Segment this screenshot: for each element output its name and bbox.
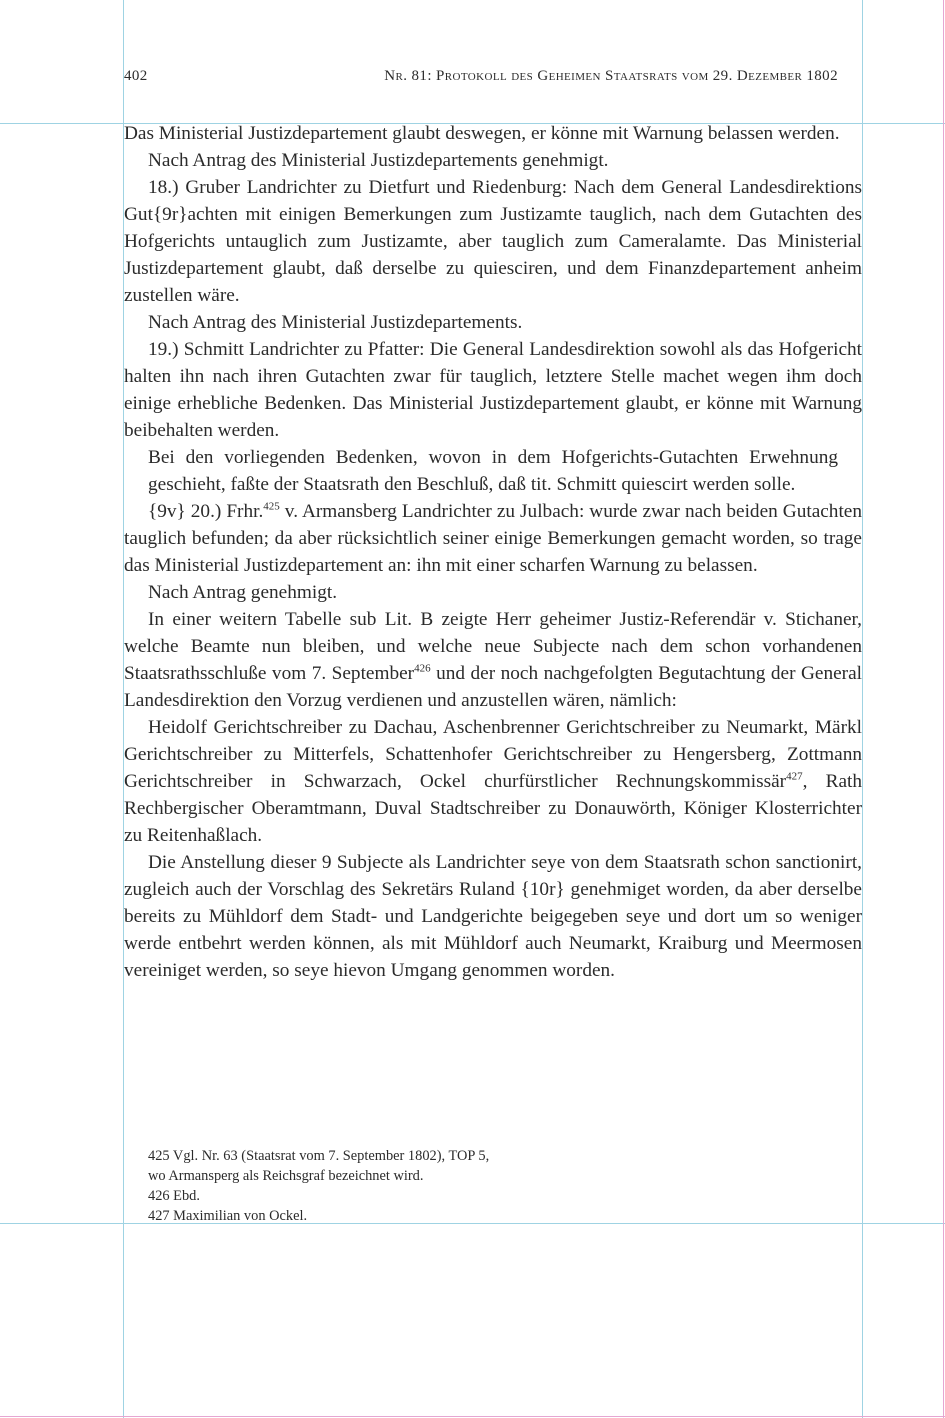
paragraph: Das Ministerial Justizdepartement glaubt deswegen, er könne mit Warnung belassen werden. [124, 123, 840, 144]
paragraph-text: In einer weitern Tabelle sub Lit. B zeigte Herr geheimer Justiz-Referendär v. Stichaner, welche Beamte nun bleiben, und welche neue Subjecte nach dem schon vorhandenen Staatsrathsschluße vom 7. September [124, 609, 862, 684]
paragraph: 19.) Schmitt Landrichter zu Pfatter: Die General Landesdirektion sowohl als das Hofgericht halten ihn nach ihren Gutachten zwar für tauglich, letztere Stelle machet wegen ihm doch einige erhebliche Bedenken. Das Ministerial Justizdepartement glaubt, er könne mit Warnung beibehalten werden. [124, 339, 862, 441]
paragraph: 18.) Gruber Landrichter zu Dietfurt und Riedenburg: Nach dem General Landesdirektions Gut{9r}achten mit einigen Bemerkungen zum Justizamte tauglich, nach dem Gutachten des Hofgerichts untauglich zum Justizamte, aber tauglich zum Cameralamte. Das Ministerial Justizdepartement glaubt, daß derselbe zu quiesciren, und dem Finanzdepartement anheim zustellen wäre. [124, 177, 862, 306]
paragraph [124, 606, 862, 714]
right-margin-guide [862, 0, 863, 1418]
paragraph-text: Heidolf Gerichtschreiber zu Dachau, Aschenbrenner Gerichtschreiber zu Neumarkt, Märkl Gerichtschreiber zu Mitterfels, Schattenhofer Gerichtschreiber zu Hengersberg, Zottmann Gerichtschreiber in Schwarzach, Ockel churfürstlicher Rechnungskommissär [124, 717, 862, 792]
paragraph: Die Anstellung dieser 9 Subjecte als Landrichter seye von dem Staatsrath schon sanctionirt, zugleich auch der Vorschlag des Sekretärs Ruland {10r} genehmiget worden, da aber derselbe bereits zu Mühldorf dem Stadt- und Landgerichte beigegeben seye und dort um so weniger werde entbehrt werden können, als mit Mühldorf auch Neumarkt, Kraiburg und Meermosen vereiniget werden, so seye hievon Umgang genommen worden. [124, 852, 862, 981]
decision-paragraph: Bei den vorliegenden Bedenken, wovon in dem Hofgerichts-Gutachten Erwehnung geschieht, faßte der Staatsrath den Beschluß, daß tit. Schmitt quiescirt werden solle. [148, 447, 838, 495]
paragraph: Nach Antrag genehmigt. [148, 582, 338, 603]
footnote-ref: 425 [263, 500, 280, 513]
paragraph: Nach Antrag des Ministerial Justizdepartements genehmigt. [148, 150, 609, 171]
footnote-ref: 427 [786, 770, 803, 783]
body-text [124, 120, 862, 984]
paragraph: Nach Antrag des Ministerial Justizdepartements. [148, 312, 523, 333]
footnote-425-continued: wo Armansperg als Reichsgraf bezeichnet wird. [148, 1168, 424, 1184]
page-edge-bottom [0, 1416, 945, 1417]
paragraph-text: und der noch nachgefolgten Begutachtung der General Landesdirektion den Vorzug verdienen und anzustellen wären, nämlich: [124, 663, 863, 711]
running-head: Nr. 81: Protokoll des Geheimen Staatsrats vom 29. Dezember 1802 [384, 68, 838, 84]
page-header [124, 68, 862, 88]
footnote-427: 427 Maximilian von Ockel. [148, 1208, 308, 1224]
footnotes [148, 1146, 668, 1226]
paragraph-text: v. Armansberg Landrichter zu Julbach: wurde zwar nach beiden Gutachten tauglich befunden; da aber rücksichtlich seiner einige Bemerkungen gemacht worden, so trage das Ministerial Justizdepartement an: ihn mit einer scharfen Warnung zu belassen. [124, 501, 863, 576]
footnote-426: 426 Ebd. [148, 1188, 200, 1204]
page-edge-right [943, 0, 944, 1418]
page-number: 402 [124, 68, 148, 84]
paragraph-text: , Rath Rechbergischer Oberamtmann, Duval Stadtschreiber zu Donauwörth, Königer Klosterrichter zu Reitenhaßlach. [124, 771, 862, 846]
footnote-ref: 426 [414, 662, 431, 675]
paragraph-text: {9v} 20.) Frhr. [148, 501, 264, 522]
paragraph [124, 498, 862, 579]
paragraph [124, 714, 862, 849]
footnote-425: 425 Vgl. Nr. 63 (Staatsrat vom 7. September 1802), TOP 5, [148, 1148, 490, 1164]
